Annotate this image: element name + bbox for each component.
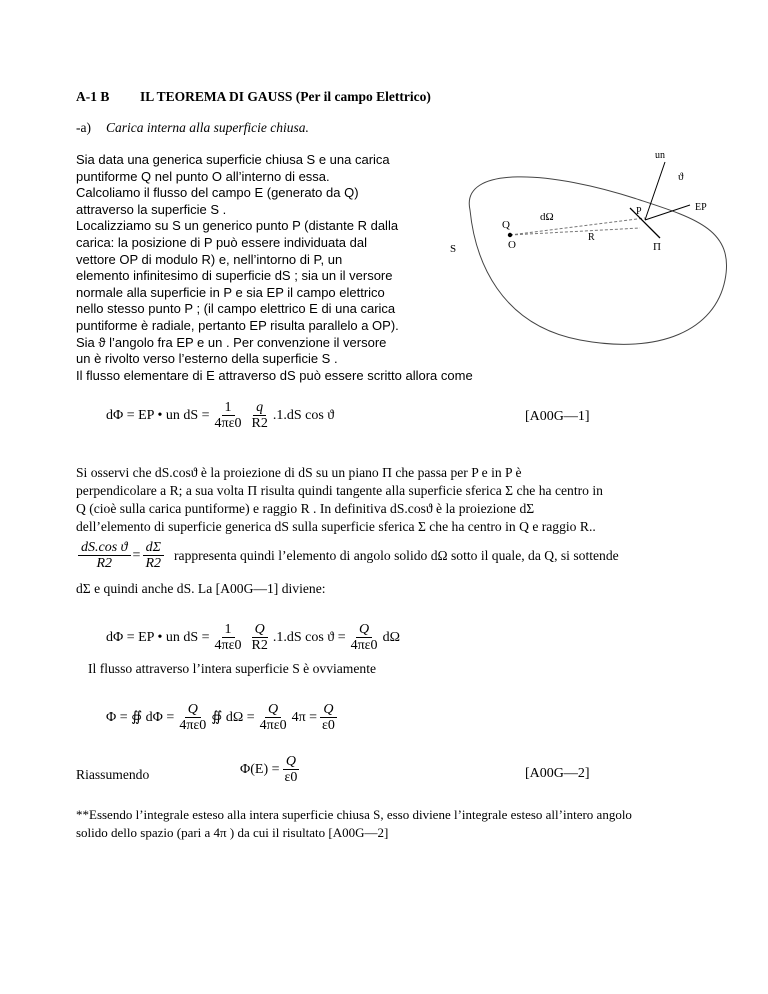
summary-label: Riassumendo: [76, 767, 150, 782]
eq3-frac-3: [348, 622, 381, 653]
footnote: [76, 806, 716, 842]
fig-label-s: S: [450, 243, 457, 255]
tangent-plane-line: [630, 208, 660, 238]
eq4-frac-2: [257, 702, 290, 733]
eq3-end: dΩ: [382, 629, 400, 645]
eq3-frac-2: [248, 622, 270, 653]
fig-label-o: O: [508, 239, 516, 251]
eq1-rhs: .1.dS cos ϑ: [272, 407, 335, 423]
eq4-frac1-num: Q: [185, 702, 201, 718]
intro-line: Sia data una generica superficie chiusa S e una carica: [76, 152, 390, 167]
eq4-frac-3: [319, 702, 338, 733]
para2-line: perpendicolare a R; a sua volta Π risulta quindi tangente alla superficie sferica Σ che ha centro in: [76, 483, 603, 498]
intro-line: Sia ϑ l’angolo fra EP e un . Per convenzione il versore: [76, 334, 387, 350]
normal-vector: [645, 162, 665, 220]
intro-line: puntiforme Q nel punto O all’interno di essa.: [76, 168, 330, 184]
eq3-frac-1: [212, 622, 245, 653]
intro-line: Calcoliamo il flusso del campo E (generato da Q): [76, 185, 359, 201]
para2-line: dell’elemento di superficie generica dS sulla superficie sferica Σ che ha centro in Q e raggio R..: [76, 519, 596, 534]
solid-frac-1: [78, 540, 131, 571]
eq1-frac2-num: q: [253, 400, 266, 416]
summary-frac: [282, 754, 301, 785]
eq1-frac1-den: 4πε0: [214, 416, 242, 431]
solid-frac2-den: R2: [145, 556, 162, 571]
intro-line: carica: la posizione di P può essere individuata dal: [76, 234, 367, 250]
fig-label-q: Q: [502, 219, 510, 231]
closed-surface-outline: [469, 177, 726, 344]
gauss-surface-figure: [440, 140, 740, 360]
eq4-frac1-den: 4πε0: [179, 718, 207, 733]
eq3-frac2-den: R2: [251, 638, 268, 653]
fig-label-domega: dΩ: [540, 211, 554, 223]
fig-label-theta: ϑ: [678, 171, 684, 183]
eq1-frac-1: [212, 400, 245, 431]
charge-point: [508, 233, 512, 237]
eq3-frac1-num: 1: [222, 622, 235, 638]
eq4-frac2-den: 4πε0: [259, 718, 287, 733]
projection-paragraph: [76, 464, 706, 536]
subsection-label: -a): [76, 120, 91, 135]
eq3-frac3-num: Q: [356, 622, 372, 638]
radius-line: [510, 218, 645, 235]
eq4-frac2-num: Q: [265, 702, 281, 718]
intro-line: un è rivolto verso l’esterno della superficie S .: [76, 351, 338, 367]
field-vector: [645, 205, 690, 220]
fig-label-ep: EP: [695, 202, 707, 213]
subsection-title: Carica interna alla superficie chiusa.: [106, 120, 309, 135]
solid-frac1-num: dS.cos ϑ: [78, 540, 131, 556]
summary-den: ε0: [284, 770, 298, 785]
intro-line: Il flusso elementare di E attraverso dS può essere scritto allora come: [76, 367, 473, 383]
eq4-mid2: 4π =: [291, 709, 318, 725]
eq3-frac2-num: Q: [252, 622, 268, 638]
summary-lhs: Φ(E) =: [240, 761, 280, 777]
intro-line: vettore OP di modulo R) e, nell’intorno di P, un: [76, 251, 343, 267]
section-code: A-1 B: [76, 89, 110, 104]
para2-line: Q (cioè sulla carica puntiforme) e raggio R . In definitiva dS.cosϑ è la proiezione dΣ: [76, 501, 535, 516]
intro-line: normale alla superficie in P e sia EP il campo elettrico: [76, 284, 385, 300]
footnote-line: **Essendo l’integrale esteso alla intera superficie chiusa S, esso diviene l’integrale esteso all’intero angolo: [76, 807, 632, 822]
eq3-frac1-den: 4πε0: [214, 638, 242, 653]
solid-frac-2: [142, 540, 164, 571]
intro-line: Localizziamo su S un generico punto P (distante R dalla: [76, 218, 399, 234]
eq1-frac2-den: R2: [251, 416, 268, 431]
fig-label-un: un: [655, 150, 665, 161]
eq1-frac1-num: 1: [222, 400, 235, 416]
para2-line: Si osservi che dS.cosϑ è la proiezione di dS su un piano Π che passa per P e in P è: [76, 465, 522, 480]
eq4-frac-1: [176, 702, 209, 733]
eq4-mid: ∯ dΩ =: [211, 710, 255, 725]
equation-flux-element: [106, 622, 400, 653]
solid-angle-text: rappresenta quindi l’elemento di angolo solido dΩ sotto il quale, da Q, si sottende: [174, 547, 619, 563]
cone-line: [510, 228, 640, 235]
equation-a00g-1: [106, 400, 334, 431]
fig-label-r: R: [588, 232, 595, 243]
intro-line: puntiforme è radiale, pertanto EP risulta parallelo a OP).: [76, 317, 399, 333]
gauss-law-result: [240, 754, 302, 785]
solid-frac1-den: R2: [96, 556, 113, 571]
fig-label-p: P: [636, 206, 642, 217]
equation-total-flux: [106, 702, 340, 733]
page-title: IL TEOREMA DI GAUSS (Per il campo Elettrico): [140, 89, 431, 104]
footnote-line: solido dello spazio (pari a 4π ) da cui il risultato [A00G—2]: [76, 825, 389, 840]
eq4-lhs: Φ = ∯ dΦ =: [106, 710, 175, 725]
eq3-lhs: dΦ = EP • un dS =: [106, 629, 210, 645]
intro-paragraph: [76, 152, 473, 384]
intro-line: attraverso la superficie S .: [76, 201, 227, 217]
equation-tag-2: [A00G—2]: [525, 766, 590, 781]
solid-frac2-num: dΣ: [143, 540, 164, 556]
eq4-frac3-num: Q: [320, 702, 336, 718]
summary-num: Q: [283, 754, 299, 770]
intro-line: nello stesso punto P ; (il campo elettrico E di una carica: [76, 301, 396, 317]
solid-angle-line-2: dΣ e quindi anche dS. La [A00G—1] diviene:: [76, 581, 326, 596]
eq1-frac-2: [248, 400, 270, 431]
flux-sentence: Il flusso attraverso l’intera superficie S è ovviamente: [88, 661, 377, 676]
equation-tag-1: [A00G—1]: [525, 409, 590, 424]
intro-line: elemento infinitesimo di superficie dS ; sia un il versore: [76, 268, 393, 284]
eq3-mid: .1.dS cos ϑ =: [272, 629, 346, 645]
fig-label-pi: Π: [653, 241, 661, 253]
eq4-frac3-den: ε0: [322, 718, 335, 733]
eq3-frac3-den: 4πε0: [350, 638, 378, 653]
solid-angle-relation: $\frac{\text{dS.cos ϑ}}{R2}$ = $\frac{d\Sigma}{R2}$ rappresenta quindi l’elemento di angolo solido dΩ sotto il quale, da Q, si sottende: [76, 540, 619, 571]
eq1-lhs: dΦ = EP • un dS =: [106, 407, 210, 423]
